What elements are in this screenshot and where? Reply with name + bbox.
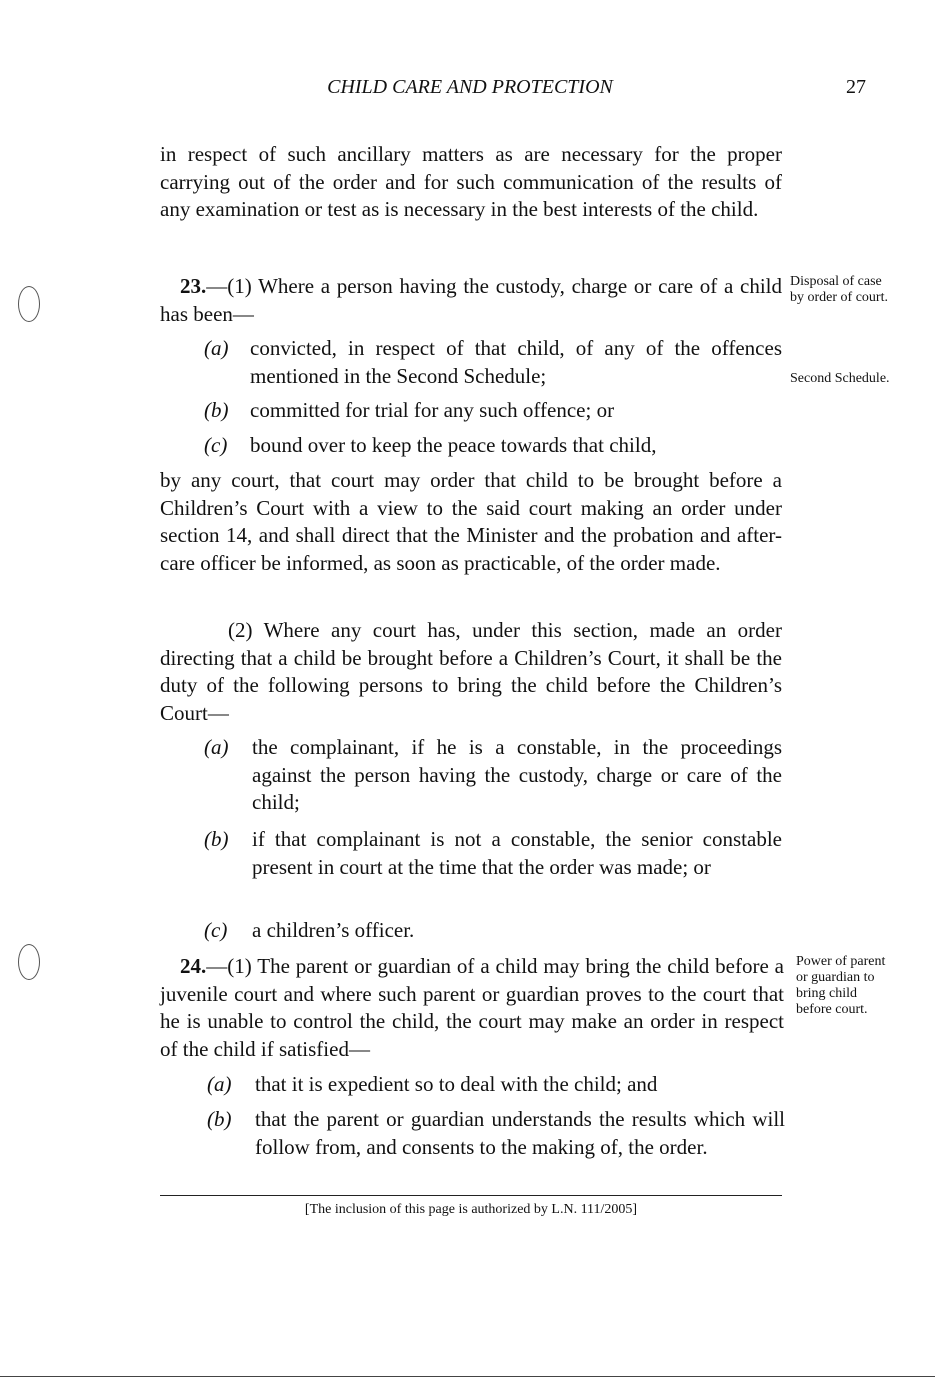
section-24-sub1-lead: —(1) The parent or guardian of a child may bring the child before a juvenile court and where such parent or guardian proves to the court that he is unable to control the child, the court may make an order in respect of the child if satisfied— (160, 954, 784, 1061)
item-text: bound over to keep the peace towards that child, (250, 433, 657, 457)
item-text: that the parent or guardian understands the results which will follow from, and consents to the making of, the order. (255, 1107, 785, 1159)
item-label: (a) (204, 735, 229, 759)
page-number: 27 (846, 76, 866, 98)
section-23-item-b (204, 397, 782, 425)
item-text: if that complainant is not a constable, the senior constable present in court at the time that the order was made; or (252, 827, 782, 879)
item-text: convicted, in respect of that child, of any of the offences mentioned in the Second Schedule; (250, 336, 782, 388)
section-23-item-c (204, 432, 782, 460)
margin-note-second-schedule: Second Schedule. (790, 371, 890, 386)
section-24-item-b (207, 1106, 785, 1190)
item-text: a children’s officer. (252, 918, 415, 942)
item-text: the complainant, if he is a constable, in the proceedings against the person having the custody, charge or care of the child; (252, 735, 782, 814)
section-23-item-a (204, 335, 782, 391)
section-23-subsection-1 (160, 273, 782, 328)
footer-rule (160, 1195, 782, 1196)
section-23-sub1-lead: —(1) Where a person having the custody, charge or care of a child has been— (160, 274, 782, 326)
section-24-subsection-1 (160, 953, 784, 1063)
section-23-2-item-a (204, 734, 782, 818)
margin-note-disposal: Disposal of case by order of court. (790, 274, 888, 305)
section-24-number: 24. (180, 954, 207, 978)
authorization-footnote: [The inclusion of this page is authorized by L.N. 111/2005] (304, 1202, 638, 1217)
section-23-sub1-tail: by any court, that court may order that child to be brought before a Children’s Court with a view to the said court making an order under section 14, and shall direct that the Minister and the probation and after-care officer be informed, as soon as practicable, of the order made. (160, 468, 782, 575)
item-label: (c) (204, 918, 228, 942)
margin-note-power-of-parent: Power of parent or guardian to bring child before court. (796, 954, 886, 1017)
item-label: (a) (204, 336, 229, 360)
section-23-subsection-2: (2) Where any court has, under this section, made an order directing that a child be brought before a Children’s Court, it shall be the duty of the following persons to bring the child before the Children’s Court— (160, 618, 782, 725)
item-text: committed for trial for any such offence; or (250, 398, 615, 422)
item-label: (a) (207, 1072, 232, 1096)
section-23-number: 23. (180, 274, 207, 298)
section-24-item-a (207, 1071, 785, 1099)
running-header-title: CHILD CARE AND PROTECTION (327, 76, 613, 98)
item-label: (b) (204, 827, 229, 851)
section-23-2-item-b (204, 826, 782, 910)
section-23-2-item-c (204, 917, 782, 945)
item-label: (b) (207, 1107, 232, 1131)
item-label: (c) (204, 433, 228, 457)
punch-hole-bottom (18, 944, 40, 980)
item-label: (b) (204, 398, 229, 422)
scan-edge-line (0, 1376, 935, 1377)
punch-hole-top (18, 286, 40, 322)
intro-paragraph: in respect of such ancillary matters as are necessary for the proper carrying out of the order and for such communication of the results of any examination or test as is necessary in the best interests of the child. (160, 142, 782, 221)
item-text: that it is expedient so to deal with the child; and (255, 1072, 658, 1096)
